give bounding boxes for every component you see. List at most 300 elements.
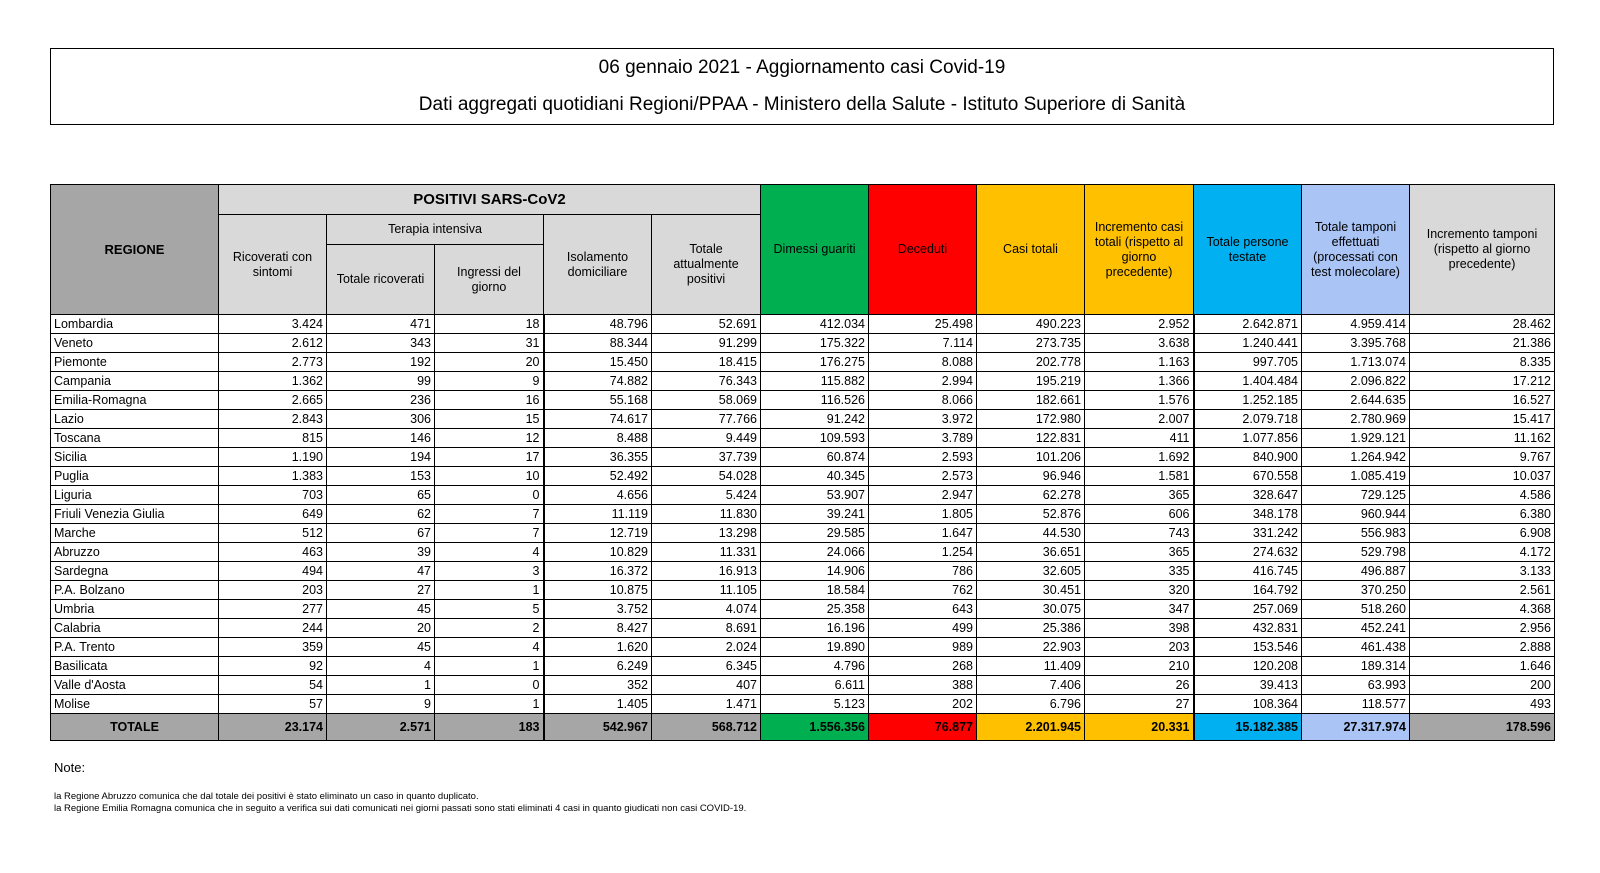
value-cell: 8.066 [869,391,977,410]
value-cell: 328.647 [1194,486,1302,505]
value-cell: 4.172 [1410,543,1555,562]
value-cell: 7.114 [869,334,977,353]
value-cell: 28.462 [1410,315,1555,334]
value-cell: 6.796 [977,695,1085,714]
value-cell: 92 [219,657,327,676]
table-row [51,372,1555,391]
value-cell: 7 [435,505,544,524]
value-cell: 19.890 [761,638,869,657]
value-cell: 47 [327,562,435,581]
value-cell: 3.133 [1410,562,1555,581]
note-line-1: la Regione Abruzzo comunica che dal totale dei positivi è stato eliminato un caso in quanto duplicato. [54,791,479,802]
total-value-cell: 568.712 [652,714,761,741]
value-cell: 11.119 [544,505,652,524]
header-totale-ricoverati: Totale ricoverati [327,245,435,315]
value-cell: 1.929.121 [1302,429,1410,448]
value-cell: 8.088 [869,353,977,372]
value-cell: 182.661 [977,391,1085,410]
region-name-cell: Abruzzo [51,543,219,562]
value-cell: 52.691 [652,315,761,334]
table-row [51,676,1555,695]
region-name-cell: Sardegna [51,562,219,581]
value-cell: 11.105 [652,581,761,600]
value-cell: 496.887 [1302,562,1410,581]
region-name-cell: Calabria [51,619,219,638]
value-cell: 21.386 [1410,334,1555,353]
value-cell: 25.358 [761,600,869,619]
value-cell: 499 [869,619,977,638]
value-cell: 195.219 [977,372,1085,391]
region-name-cell: Lazio [51,410,219,429]
value-cell: 99 [327,372,435,391]
value-cell: 30.075 [977,600,1085,619]
value-cell: 670.558 [1194,467,1302,486]
value-cell: 348.178 [1194,505,1302,524]
value-cell: 15 [435,410,544,429]
total-value-cell: 27.317.974 [1302,714,1410,741]
value-cell: 2.561 [1410,581,1555,600]
value-cell: 556.983 [1302,524,1410,543]
region-name-cell: Liguria [51,486,219,505]
table-row [51,353,1555,372]
region-name-cell: Puglia [51,467,219,486]
value-cell: 153 [327,467,435,486]
value-cell: 27 [327,581,435,600]
value-cell: 76.343 [652,372,761,391]
value-cell: 2.952 [1085,315,1194,334]
region-name-cell: Basilicata [51,657,219,676]
value-cell: 200 [1410,676,1555,695]
value-cell: 26 [1085,676,1194,695]
value-cell: 115.882 [761,372,869,391]
value-cell: 54.028 [652,467,761,486]
value-cell: 4 [435,638,544,657]
value-cell: 1.240.441 [1194,334,1302,353]
value-cell: 743 [1085,524,1194,543]
table-row [51,562,1555,581]
value-cell: 16 [435,391,544,410]
value-cell: 815 [219,429,327,448]
value-cell: 24.066 [761,543,869,562]
value-cell: 1.646 [1410,657,1555,676]
value-cell: 1.692 [1085,448,1194,467]
value-cell: 118.577 [1302,695,1410,714]
value-cell: 370.250 [1302,581,1410,600]
value-cell: 37.739 [652,448,761,467]
value-cell: 649 [219,505,327,524]
value-cell: 1.362 [219,372,327,391]
value-cell: 3.789 [869,429,977,448]
table-header [51,185,1555,315]
value-cell: 17.212 [1410,372,1555,391]
value-cell: 2 [435,619,544,638]
table-row [51,524,1555,543]
header-ingressi: Ingressi del giorno [435,245,544,315]
value-cell: 45 [327,600,435,619]
value-cell: 398 [1085,619,1194,638]
total-value-cell: 2.571 [327,714,435,741]
value-cell: 6.380 [1410,505,1555,524]
value-cell: 1.077.856 [1194,429,1302,448]
value-cell: 2.573 [869,467,977,486]
value-cell: 60.874 [761,448,869,467]
total-value-cell: 76.877 [869,714,977,741]
value-cell: 55.168 [544,391,652,410]
value-cell: 1.581 [1085,467,1194,486]
value-cell: 16.913 [652,562,761,581]
value-cell: 1.805 [869,505,977,524]
value-cell: 6.345 [652,657,761,676]
value-cell: 58.069 [652,391,761,410]
value-cell: 331.242 [1194,524,1302,543]
value-cell: 6.611 [761,676,869,695]
value-cell: 490.223 [977,315,1085,334]
value-cell: 1.405 [544,695,652,714]
value-cell: 25.498 [869,315,977,334]
value-cell: 74.617 [544,410,652,429]
value-cell: 45 [327,638,435,657]
total-value-cell: 2.201.945 [977,714,1085,741]
table-row [51,486,1555,505]
value-cell: 1.252.185 [1194,391,1302,410]
value-cell: 31 [435,334,544,353]
value-cell: 53.907 [761,486,869,505]
value-cell: 172.980 [977,410,1085,429]
value-cell: 54 [219,676,327,695]
report-subtitle: Dati aggregati quotidiani Regioni/PPAA - Ministero della Salute - Istituto Superiore di Sanità [418,94,1186,115]
header-totale-positivi: Totale attualmente positivi [652,215,761,315]
table-body [51,315,1555,741]
value-cell: 1.383 [219,467,327,486]
region-name-cell: Piemonte [51,353,219,372]
table-row [51,391,1555,410]
value-cell: 3.972 [869,410,977,429]
total-value-cell: 183 [435,714,544,741]
value-cell: 9.449 [652,429,761,448]
value-cell: 3 [435,562,544,581]
value-cell: 335 [1085,562,1194,581]
value-cell: 1.085.419 [1302,467,1410,486]
value-cell: 10.829 [544,543,652,562]
value-cell: 15.417 [1410,410,1555,429]
value-cell: 32.605 [977,562,1085,581]
value-cell: 13.298 [652,524,761,543]
value-cell: 65 [327,486,435,505]
value-cell: 20 [327,619,435,638]
value-cell: 5.424 [652,486,761,505]
total-value-cell: 20.331 [1085,714,1194,741]
value-cell: 164.792 [1194,581,1302,600]
value-cell: 52.492 [544,467,652,486]
value-cell: 203 [219,581,327,600]
value-cell: 1 [435,581,544,600]
value-cell: 11.830 [652,505,761,524]
region-name-cell: P.A. Bolzano [51,581,219,600]
value-cell: 840.900 [1194,448,1302,467]
value-cell: 109.593 [761,429,869,448]
value-cell: 57 [219,695,327,714]
value-cell: 407 [652,676,761,695]
value-cell: 274.632 [1194,543,1302,562]
total-value-cell: 178.596 [1410,714,1555,741]
value-cell: 122.831 [977,429,1085,448]
value-cell: 461.438 [1302,638,1410,657]
value-cell: 39.413 [1194,676,1302,695]
value-cell: 2.665 [219,391,327,410]
value-cell: 88.344 [544,334,652,353]
value-cell: 606 [1085,505,1194,524]
value-cell: 4.959.414 [1302,315,1410,334]
total-value-cell: 1.556.356 [761,714,869,741]
total-value-cell: 542.967 [544,714,652,741]
header-positivi: POSITIVI SARS-CoV2 [219,185,761,215]
value-cell: 2.024 [652,638,761,657]
header-isolamento: Isolamento domiciliare [544,215,652,315]
value-cell: 6.908 [1410,524,1555,543]
value-cell: 74.882 [544,372,652,391]
value-cell: 244 [219,619,327,638]
value-cell: 25.386 [977,619,1085,638]
value-cell: 9 [327,695,435,714]
value-cell: 762 [869,581,977,600]
value-cell: 997.705 [1194,353,1302,372]
value-cell: 4.656 [544,486,652,505]
header-dimessi-guariti: Dimessi guariti [761,185,869,315]
region-name-cell: Friuli Venezia Giulia [51,505,219,524]
value-cell: 39 [327,543,435,562]
value-cell: 175.322 [761,334,869,353]
table-row [51,638,1555,657]
value-cell: 27 [1085,695,1194,714]
value-cell: 91.299 [652,334,761,353]
notes-label: Note: [54,760,86,775]
value-cell: 512 [219,524,327,543]
value-cell: 236 [327,391,435,410]
value-cell: 643 [869,600,977,619]
value-cell: 411 [1085,429,1194,448]
value-cell: 10.037 [1410,467,1555,486]
region-name-cell: Toscana [51,429,219,448]
region-name-cell: Emilia-Romagna [51,391,219,410]
region-name-cell: Campania [51,372,219,391]
value-cell: 203 [1085,638,1194,657]
value-cell: 18 [435,315,544,334]
value-cell: 1.404.484 [1194,372,1302,391]
total-label-cell: TOTALE [51,714,219,741]
value-cell: 52.876 [977,505,1085,524]
value-cell: 101.206 [977,448,1085,467]
value-cell: 960.944 [1302,505,1410,524]
value-cell: 39.241 [761,505,869,524]
value-cell: 277 [219,600,327,619]
table-row [51,600,1555,619]
value-cell: 2.773 [219,353,327,372]
value-cell: 4.074 [652,600,761,619]
value-cell: 2.994 [869,372,977,391]
value-cell: 7.406 [977,676,1085,695]
total-value-cell: 23.174 [219,714,327,741]
value-cell: 1 [327,676,435,695]
value-cell: 202 [869,695,977,714]
value-cell: 268 [869,657,977,676]
value-cell: 493 [1410,695,1555,714]
value-cell: 529.798 [1302,543,1410,562]
note-line-2: la Regione Emilia Romagna comunica che in seguito a verifica sui dati comunicati nei giorni passati sono stati eliminati 4 casi in quanto giudicati non casi COVID-19. [54,803,747,814]
value-cell: 9.767 [1410,448,1555,467]
value-cell: 202.778 [977,353,1085,372]
value-cell: 4 [327,657,435,676]
value-cell: 432.831 [1194,619,1302,638]
region-name-cell: Veneto [51,334,219,353]
value-cell: 8.488 [544,429,652,448]
region-name-cell: Molise [51,695,219,714]
region-name-cell: Sicilia [51,448,219,467]
value-cell: 12 [435,429,544,448]
table-row [51,334,1555,353]
value-cell: 347 [1085,600,1194,619]
table-row [51,543,1555,562]
value-cell: 786 [869,562,977,581]
value-cell: 2.007 [1085,410,1194,429]
value-cell: 365 [1085,486,1194,505]
value-cell: 1.471 [652,695,761,714]
value-cell: 1 [435,695,544,714]
value-cell: 189.314 [1302,657,1410,676]
value-cell: 108.364 [1194,695,1302,714]
value-cell: 359 [219,638,327,657]
value-cell: 10.875 [544,581,652,600]
value-cell: 463 [219,543,327,562]
value-cell: 2.612 [219,334,327,353]
value-cell: 36.355 [544,448,652,467]
value-cell: 306 [327,410,435,429]
value-cell: 5 [435,600,544,619]
value-cell: 1.190 [219,448,327,467]
value-cell: 4.586 [1410,486,1555,505]
value-cell: 14.906 [761,562,869,581]
value-cell: 194 [327,448,435,467]
value-cell: 40.345 [761,467,869,486]
value-cell: 2.888 [1410,638,1555,657]
table-row [51,619,1555,638]
value-cell: 192 [327,353,435,372]
value-cell: 0 [435,486,544,505]
value-cell: 471 [327,315,435,334]
value-cell: 1 [435,657,544,676]
value-cell: 2.947 [869,486,977,505]
value-cell: 91.242 [761,410,869,429]
total-value-cell: 15.182.385 [1194,714,1302,741]
value-cell: 12.719 [544,524,652,543]
value-cell: 18.415 [652,353,761,372]
header-deceduti: Deceduti [869,185,977,315]
value-cell: 2.096.822 [1302,372,1410,391]
value-cell: 452.241 [1302,619,1410,638]
table-row [51,448,1555,467]
value-cell: 6.249 [544,657,652,676]
value-cell: 2.956 [1410,619,1555,638]
value-cell: 210 [1085,657,1194,676]
value-cell: 16.196 [761,619,869,638]
value-cell: 176.275 [761,353,869,372]
value-cell: 365 [1085,543,1194,562]
value-cell: 0 [435,676,544,695]
value-cell: 146 [327,429,435,448]
value-cell: 116.526 [761,391,869,410]
region-name-cell: Lombardia [51,315,219,334]
value-cell: 703 [219,486,327,505]
value-cell: 494 [219,562,327,581]
value-cell: 3.395.768 [1302,334,1410,353]
value-cell: 2.642.871 [1194,315,1302,334]
table-row [51,315,1555,334]
value-cell: 48.796 [544,315,652,334]
value-cell: 3.752 [544,600,652,619]
region-name-cell: Marche [51,524,219,543]
header-persone-testate: Totale persone testate [1194,185,1302,315]
table-row [51,581,1555,600]
value-cell: 17 [435,448,544,467]
value-cell: 22.903 [977,638,1085,657]
header-ricoverati: Ricoverati con sintomi [219,215,327,315]
value-cell: 11.331 [652,543,761,562]
header-casi-totali: Casi totali [977,185,1085,315]
value-cell: 320 [1085,581,1194,600]
value-cell: 7 [435,524,544,543]
value-cell: 1.163 [1085,353,1194,372]
header-regione: REGIONE [51,185,219,315]
region-name-cell: Umbria [51,600,219,619]
value-cell: 273.735 [977,334,1085,353]
value-cell: 67 [327,524,435,543]
value-cell: 1.576 [1085,391,1194,410]
value-cell: 2.644.635 [1302,391,1410,410]
value-cell: 518.260 [1302,600,1410,619]
value-cell: 343 [327,334,435,353]
value-cell: 1.713.074 [1302,353,1410,372]
value-cell: 1.620 [544,638,652,657]
region-name-cell: P.A. Trento [51,638,219,657]
value-cell: 2.780.969 [1302,410,1410,429]
value-cell: 729.125 [1302,486,1410,505]
value-cell: 388 [869,676,977,695]
value-cell: 8.427 [544,619,652,638]
header-incremento-tamponi: Incremento tamponi (rispetto al giorno precedente) [1410,185,1555,315]
value-cell: 5.123 [761,695,869,714]
value-cell: 30.451 [977,581,1085,600]
table-row [51,429,1555,448]
value-cell: 11.409 [977,657,1085,676]
total-row [51,714,1555,741]
value-cell: 989 [869,638,977,657]
header-incremento-casi: Incremento casi totali (rispetto al giorno precedente) [1085,185,1194,315]
value-cell: 44.530 [977,524,1085,543]
value-cell: 11.162 [1410,429,1555,448]
report-title: 06 gennaio 2021 - Aggiornamento casi Covid-19 [598,57,1006,78]
region-name-cell: Valle d'Aosta [51,676,219,695]
value-cell: 16.372 [544,562,652,581]
value-cell: 4.368 [1410,600,1555,619]
table-row [51,505,1555,524]
value-cell: 36.651 [977,543,1085,562]
value-cell: 2.079.718 [1194,410,1302,429]
header-terapia-intensiva: Terapia intensiva [327,215,544,245]
value-cell: 63.993 [1302,676,1410,695]
value-cell: 1.264.942 [1302,448,1410,467]
value-cell: 20 [435,353,544,372]
value-cell: 10 [435,467,544,486]
covid-data-table [50,184,1555,741]
